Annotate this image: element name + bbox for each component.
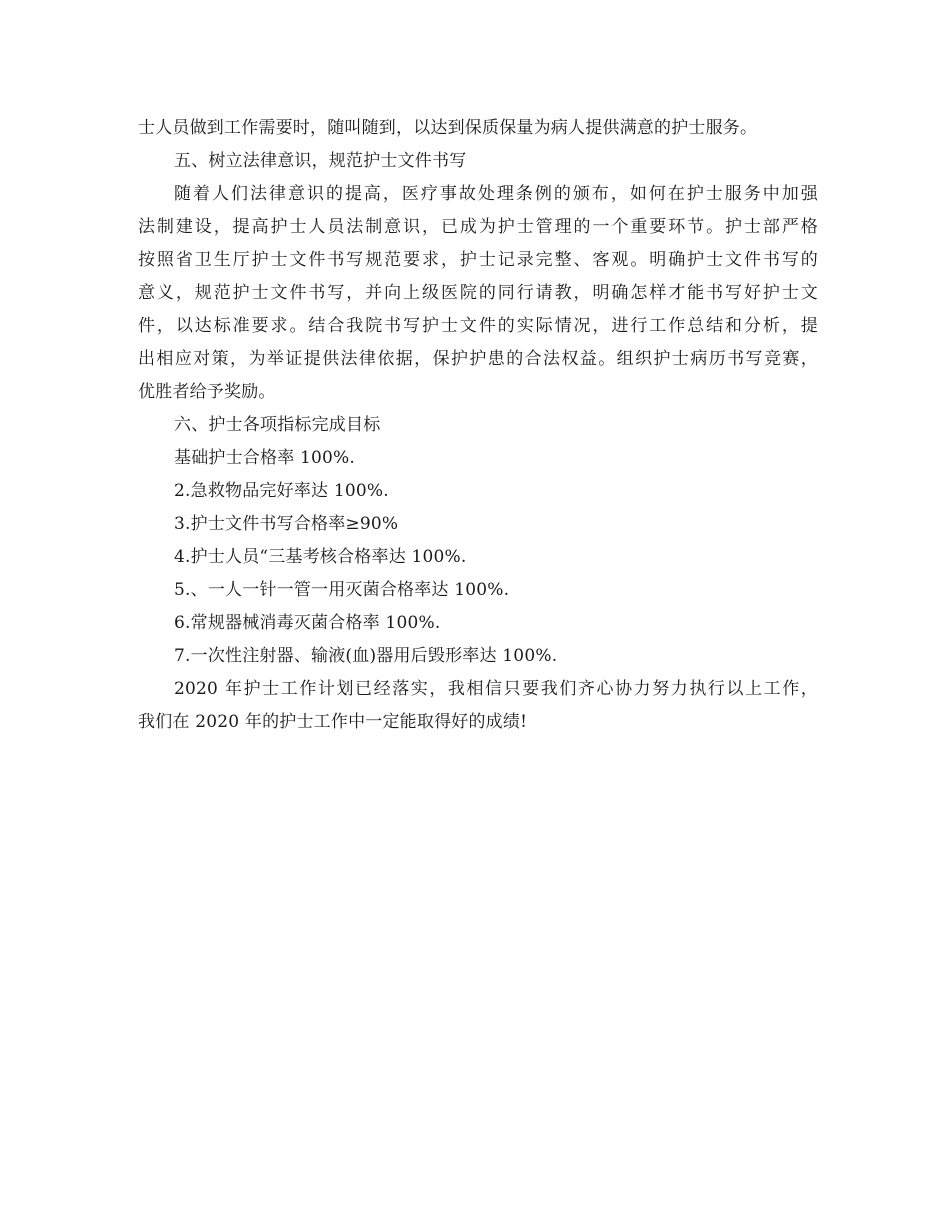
paragraph-line: 按照省卫生厅护士文件书写规范要求，护士记录完整、客观。明确护士文件书写的	[138, 250, 818, 270]
paragraph-line: 士人员做到工作需要时，随叫随到，以达到保质保量为病人提供满意的护士服务。	[138, 118, 758, 138]
list-item: 3.护士文件书写合格率≥90%	[174, 514, 399, 534]
paragraph-line: 意义，规范护士文件书写，并向上级医院的同行请教，明确怎样才能书写好护士文	[138, 283, 818, 303]
list-item: 2.急救物品完好率达 100%.	[174, 481, 389, 501]
list-item: 基础护士合格率 100%.	[174, 448, 356, 468]
paragraph-line: 我们在 2020 年的护士工作中一定能取得好的成绩!	[138, 712, 528, 732]
list-item: 4.护士人员“三基考核合格率达 100%.	[174, 547, 467, 567]
paragraph-line: 件，以达标准要求。结合我院书写护士文件的实际情况，进行工作总结和分析，提	[138, 316, 818, 336]
section-heading-5: 五、树立法律意识，规范护士文件书写	[174, 151, 467, 171]
list-item: 7.一次性注射器、输液(血)器用后毁形率达 100%.	[174, 646, 558, 666]
paragraph-line: 随着人们法律意识的提高，医疗事故处理条例的颁布，如何在护士服务中加强	[174, 184, 818, 204]
list-item: 6.常规器械消毒灭菌合格率 100%.	[174, 613, 441, 633]
paragraph-line: 2020 年护士工作计划已经落实，我相信只要我们齐心协力努力执行以上工作，	[174, 679, 818, 699]
paragraph-line: 出相应对策，为举证提供法律依据，保护护患的合法权益。组织护士病历书写竞赛，	[138, 349, 818, 369]
list-item: 5.、一人一针一管一用灭菌合格率达 100%.	[174, 580, 510, 600]
paragraph-line: 法制建设，提高护士人员法制意识，已成为护士管理的一个重要环节。护士部严格	[138, 217, 818, 237]
document-body	[138, 112, 818, 739]
paragraph-line: 优胜者给予奖励。	[138, 382, 276, 402]
section-heading-6: 六、护士各项指标完成目标	[174, 415, 381, 435]
